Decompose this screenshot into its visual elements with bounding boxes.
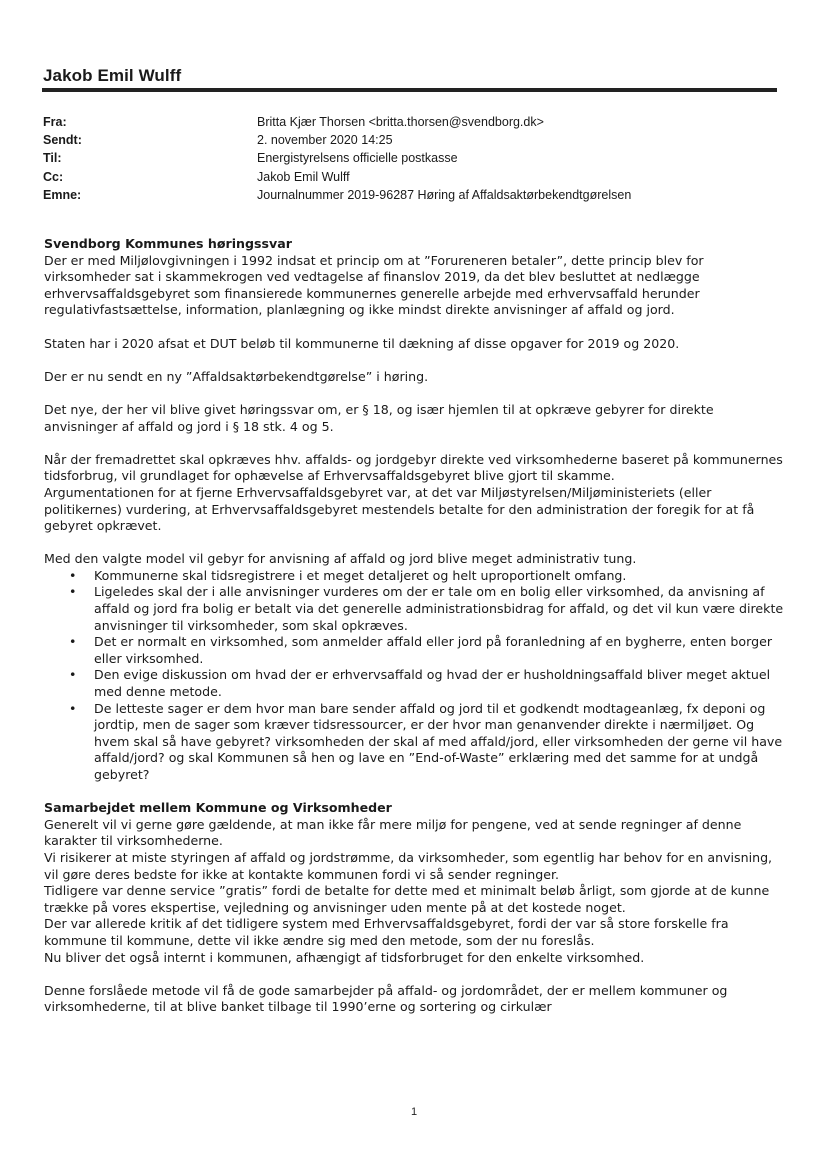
- header-row-cc: [43, 168, 783, 186]
- paragraph: Generelt vil vi gerne gøre gældende, at man ikke får mere miljø for pengene, ved at sende regninger af denne karakter til virksomhederne.: [44, 816, 742, 849]
- paragraph: Argumentationen for at fjerne Erhvervsaffaldsgebyret var, at det var Miljøstyrelsen/Miljøministeriets (eller politikernes) vurdering, at Erhvervsaffaldsgebyret mestendels betalte for den administration der foregik for at få gebyret opkrævet.: [44, 484, 755, 534]
- list-item-text: Ligeledes skal der i alle anvisninger vurderes om der er tale om en bolig eller virksomhed, da anvisning af affald og jord fra bolig er betalt via det generelle administrationsbidrag for affald, og det vil kun være direkte anvisninger til virksomheder, som skal opkræves.: [94, 584, 784, 633]
- bullet-icon: •: [69, 634, 77, 650]
- list-item-text: De letteste sager er dem hvor man bare sender affald og jord til et godkendt modtageanlæg, fx deponi og jordtip, men de sager som kræver tidsressourcer, er der hvor man genanvender direkte i nærmiljøet. Og hvem skal så have gebyret? virksomheden der skal af med affald/jord, eller virksomheden der gerne vil have affald/jord? og skal Kommunen så hen og lave en ”End-of-Waste” erklæring med det samme for at undgå gebyret?: [94, 700, 783, 782]
- header-label: Emne:: [43, 187, 82, 202]
- email-headers: [43, 113, 783, 204]
- list-item-text: Det er normalt en virksomhed, som anmelder affald eller jord på foranledning af en bygherre, enten borger eller virksomhed.: [94, 634, 772, 666]
- header-row-to: [43, 149, 783, 167]
- paragraph: Nu bliver det også internt i kommunen, afhængigt af tidsforbruget for den enkelte virksomhed.: [44, 949, 645, 965]
- page-number: 1: [410, 1106, 418, 1118]
- header-value-sent: 2. november 2020 14:25: [257, 133, 393, 148]
- header-label: Fra:: [43, 115, 67, 129]
- header-value-from: Britta Kjær Thorsen <britta.thorsen@svendborg.dk>: [257, 115, 544, 129]
- list-item-text: Den evige diskussion om hvad der er erhvervsaffald og hvad der er husholdningsaffald bliver meget aktuel med denne metode.: [94, 667, 771, 700]
- bullet-icon: •: [69, 584, 77, 600]
- header-row-sent: [43, 131, 783, 149]
- paragraph: Staten har i 2020 afsat et DUT beløb til kommunerne til dækning af disse opgaver for 2019 og 2020.: [44, 335, 680, 351]
- bullet-icon: •: [69, 700, 77, 716]
- header-value-cc: Jakob Emil Wulff: [257, 169, 350, 184]
- document-owner-name: Jakob Emil Wulff: [43, 66, 182, 85]
- title-divider: [42, 88, 777, 92]
- list-item: [44, 701, 784, 784]
- header-value-subject: Journalnummer 2019-96287 Høring af Affaldsaktørbekendtgørelsen: [257, 187, 632, 202]
- bullet-list: [44, 568, 784, 784]
- header-label: Cc:: [43, 169, 64, 184]
- list-item: [44, 634, 784, 667]
- header-row-subject: [43, 186, 783, 204]
- section-heading: Svendborg Kommunes høringssvar: [44, 236, 292, 251]
- paragraph: Der er med Miljølovgivningen i 1992 indsat et princip om at ”Forureneren betaler”, dette princip blev for virksomheder sat i skammekrogen ved vedtagelse af finanslov 2019, da det blev besluttet at nedlægge erhvervsaffaldsgebyret som finansierede kommunernes generelle arbejde med erhvervsaffald herunder regulativfastsættelse, information, planlægning og ikke mindst direkte anvisninger af affald og jord.: [44, 252, 704, 318]
- paragraph: Med den valgte model vil gebyr for anvisning af affald og jord blive meget administrativ tung.: [44, 551, 637, 567]
- email-body: [44, 236, 784, 1016]
- header-value-to: Energistyrelsens officielle postkasse: [257, 151, 458, 166]
- list-item: [44, 667, 784, 700]
- header-row-from: [43, 113, 783, 131]
- list-item-text: Kommunerne skal tidsregistrere i et meget detaljeret og helt uproportionelt omfang.: [94, 567, 627, 583]
- header-label: Sendt:: [43, 133, 82, 148]
- paragraph: Når der fremadrettet skal opkræves hhv. affalds- og jordgebyr direkte ved virksomhederne baseret på kommunernes tidsforbrug, vil grundlaget for ophævelse af Erhvervsaffaldsgebyret blive gjort til skamme.: [44, 451, 783, 484]
- paragraph: Denne forslåede metode vil få de gode samarbejder på affald- og jordområdet, der er mellem kommuner og virksomhederne, til at blive banket tilbage til 1990’erne og sortering og cirkulær: [44, 982, 728, 1015]
- list-item: [44, 568, 784, 585]
- paragraph: Der var allerede kritik af det tidligere system med Erhvervsaffaldsgebyret, fordi der var så store forskelle fra kommune til kommune, dette vil ikke ændre sig med den metode, som der nu foreslås.: [44, 916, 729, 948]
- section-heading: Samarbejdet mellem Kommune og Virksomheder: [44, 800, 392, 816]
- paragraph: Der er nu sendt en ny ”Affaldsaktørbekendtgørelse” i høring.: [44, 368, 429, 384]
- bullet-icon: •: [69, 667, 77, 683]
- paragraph: Det nye, der her vil blive givet høringssvar om, er § 18, og især hjemlen til at opkræve gebyrer for direkte anvisninger af affald og jord i § 18 stk. 4 og 5.: [44, 401, 714, 434]
- bullet-icon: •: [69, 567, 77, 583]
- header-label: Til:: [43, 151, 62, 166]
- list-item: [44, 584, 784, 634]
- paragraph: Vi risikerer at miste styringen af affald og jordstrømme, da virksomheder, som egentlig har behov for en anvisning, vil gøre deres bedste for ikke at kontakte kommunen fordi vi så sender regninger.: [44, 849, 773, 882]
- paragraph: Tidligere var denne service ”gratis” fordi de betalte for dette med et minimalt beløb årligt, som gjorde at de kunne trække på vores ekspertise, vejledning og anvisninger uden mente på at det kostede noget.: [44, 883, 770, 915]
